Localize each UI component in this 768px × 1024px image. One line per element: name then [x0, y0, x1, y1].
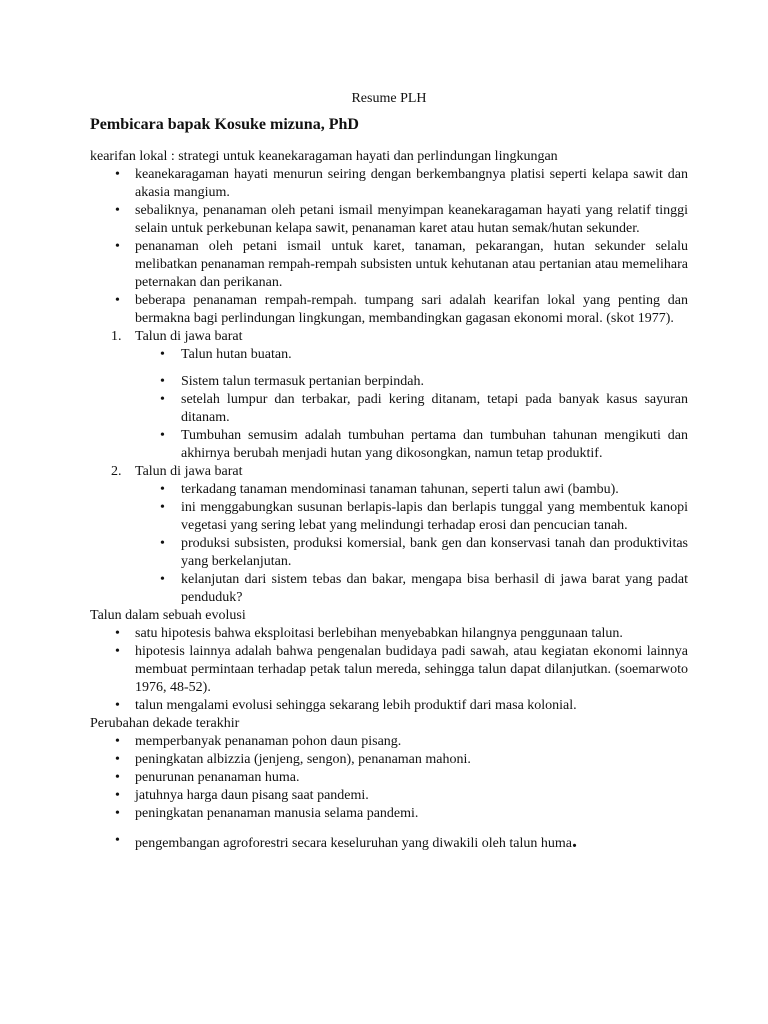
numbered-item-2: [90, 463, 688, 481]
list-item-last: [90, 832, 688, 853]
list-item: • Sistem talun termasuk pertanian berpindah.: [90, 373, 688, 391]
list-item: • kelanjutan dari sistem tebas dan bakar, mengapa bisa berhasil di jawa barat yang padat penduduk?: [90, 571, 688, 607]
list-item-text: pengembangan agroforestri secara keseluruhan yang diwakili oleh talun huma: [135, 836, 572, 851]
list-item: • produksi subsisten, produksi komersial, bank gen dan konservasi tanah dan produktivitas yang berkelanjutan.: [90, 535, 688, 571]
list-item: • Tumbuhan semusim adalah tumbuhan pertama dan tumbuhan tahunan mengikuti dan akhirnya berubah menjadi hutan yang dikosongkan, namun tetap produktif.: [90, 427, 688, 463]
numbered-item-label: Talun di jawa barat: [135, 464, 243, 479]
list-item: • talun mengalami evolusi sehingga sekarang lebih produktif dari masa kolonial.: [90, 697, 688, 715]
numbered-list: [90, 463, 688, 481]
item-number: 1.: [111, 329, 122, 344]
list-item: • terkadang tanaman mendominasi tanaman tahunan, seperti talun awi (bambu).: [90, 481, 688, 499]
list-item: • penurunan penanaman huma.: [90, 769, 688, 787]
perubahan-bullet-list: [90, 733, 688, 853]
list-item: • keanekaragaman hayati menurun seiring dengan berkembangnya platisi seperti kelapa sawit dan akasia mangium.: [90, 166, 688, 202]
list-item: • Talun hutan buatan.: [90, 346, 688, 364]
section1-bullet-list: [90, 346, 688, 463]
list-item: • beberapa penanaman rempah-rempah. tumpang sari adalah kearifan lokal yang penting dan bermakna bagi perlindungan lingkungan, membandingkan gagasan ekonomi moral. (skot 1977).: [90, 292, 688, 328]
list-item: • setelah lumpur dan terbakar, padi kering ditanam, tetapi pada banyak kasus sayuran ditanam.: [90, 391, 688, 427]
section2-bullet-list: [90, 481, 688, 607]
list-item: • penanaman oleh petani ismail untuk karet, tanaman, pekarangan, hutan sekunder selalu melibatkan penanaman rempah-rempah subsisten untuk kehutanan atau pertanian atau memelihara peternakan dan perikanan.: [90, 238, 688, 292]
list-item: • ini menggabungkan susunan berlapis-lapis dan berlapis tunggal yang membentuk kanopi vegetasi yang sering lebat yang melindungi terhadap erosi dan pencucian tanah.: [90, 499, 688, 535]
intro-paragraph: kearifan lokal : strategi untuk keanekaragaman hayati dan perlindungan lingkungan: [90, 149, 558, 164]
list-item: • hipotesis lainnya adalah bahwa pengenalan budidaya padi sawah, atau kegiatan ekonomi lainnya membuat permintaan terhadap petak talun mereda, sehingga talun dapat dilanjutkan. (soemarwoto 1976, 48-52).: [90, 643, 688, 697]
list-item: • satu hipotesis bahwa eksploitasi berlebihan menyebabkan hilangnya penggunaan talun.: [90, 625, 688, 643]
item-number: 2.: [111, 464, 122, 479]
list-item: • memperbanyak penanaman pohon daun pisang.: [90, 733, 688, 751]
numbered-list: [90, 328, 688, 346]
list-item: • jatuhnya harga daun pisang saat pandemi.: [90, 787, 688, 805]
list-item: • peningkatan penanaman manusia selama pandemi.: [90, 805, 688, 823]
evolusi-heading: Talun dalam sebuah evolusi: [90, 608, 246, 623]
document-title: Resume PLH: [351, 91, 427, 106]
list-item: • sebaliknya, penanaman oleh petani ismail menyimpan keanekaragaman hayati yang relatif tinggi selain untuk perkebunan kelapa sawit, penanaman karet atau hutan semak/hutan sekunder.: [90, 202, 688, 238]
evolusi-bullet-list: [90, 625, 688, 715]
speaker-heading: Pembicara bapak Kosuke mizuna, PhD: [90, 116, 359, 133]
numbered-item-label: Talun di jawa barat: [135, 329, 243, 344]
intro-bullet-list: [90, 166, 688, 328]
perubahan-heading: Perubahan dekade terakhir: [90, 716, 240, 731]
list-item: • peningkatan albizzia (jenjeng, sengon), penanaman mahoni.: [90, 751, 688, 769]
numbered-item-1: [90, 328, 688, 346]
final-period: .: [571, 830, 577, 852]
